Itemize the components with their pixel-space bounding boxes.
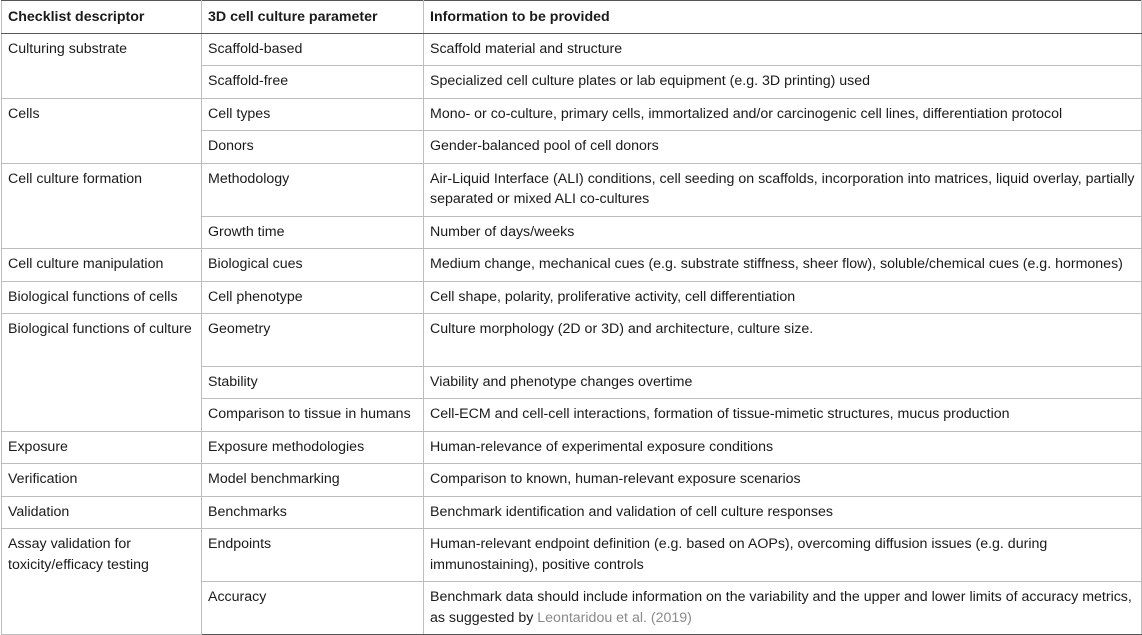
parameter-cell: Scaffold-free bbox=[202, 66, 424, 99]
descriptor-cell: Validation bbox=[2, 496, 202, 529]
descriptor-cell: Culturing substrate bbox=[2, 33, 202, 98]
descriptor-cell: Cell culture manipulation bbox=[2, 249, 202, 282]
table-row bbox=[2, 98, 1142, 131]
info-cell bbox=[424, 582, 1142, 635]
info-cell: Gender-balanced pool of cell donors bbox=[424, 131, 1142, 164]
parameter-cell: Exposure methodologies bbox=[202, 431, 424, 464]
header-checklist-descriptor: Checklist descriptor bbox=[2, 1, 202, 34]
parameter-cell: Cell phenotype bbox=[202, 281, 424, 314]
parameter-cell: Benchmarks bbox=[202, 496, 424, 529]
parameter-cell: Methodology bbox=[202, 163, 424, 216]
info-cell: Cell shape, polarity, proliferative activity, cell differentiation bbox=[424, 281, 1142, 314]
descriptor-cell: Assay validation for toxicity/efficacy testing bbox=[2, 529, 202, 635]
info-cell: Air-Liquid Interface (ALI) conditions, cell seeding on scaffolds, incorporation into matrices, liquid overlay, partially separated or mixed ALI co-cultures bbox=[424, 163, 1142, 216]
table-row bbox=[2, 496, 1142, 529]
info-cell: Human-relevance of experimental exposure conditions bbox=[424, 431, 1142, 464]
parameter-cell: Endpoints bbox=[202, 529, 424, 582]
table-row bbox=[2, 33, 1142, 66]
table-row bbox=[2, 163, 1142, 216]
descriptor-cell: Exposure bbox=[2, 431, 202, 464]
parameter-cell: Biological cues bbox=[202, 249, 424, 282]
descriptor-cell: Biological functions of cells bbox=[2, 281, 202, 314]
info-cell: Benchmark identification and validation of cell culture responses bbox=[424, 496, 1142, 529]
table-row bbox=[2, 249, 1142, 282]
parameter-cell: Comparison to tissue in humans bbox=[202, 399, 424, 432]
table-row bbox=[2, 431, 1142, 464]
info-cell: Viability and phenotype changes overtime bbox=[424, 366, 1142, 399]
info-text: Benchmark data should include information on the variability and the upper and lower limits of accuracy metrics, as suggested by bbox=[430, 589, 1132, 626]
parameter-cell: Cell types bbox=[202, 98, 424, 131]
header-information: Information to be provided bbox=[424, 1, 1142, 34]
checklist-table bbox=[1, 0, 1142, 635]
info-cell: Scaffold material and structure bbox=[424, 33, 1142, 66]
table-row bbox=[2, 464, 1142, 497]
parameter-cell: Donors bbox=[202, 131, 424, 164]
parameter-cell: Model benchmarking bbox=[202, 464, 424, 497]
info-cell: Mono- or co-culture, primary cells, immortalized and/or carcinogenic cell lines, differentiation protocol bbox=[424, 98, 1142, 131]
info-cell: Human-relevant endpoint definition (e.g. based on AOPs), overcoming diffusion issues (e.g. during immunostaining), positive controls bbox=[424, 529, 1142, 582]
info-cell: Culture morphology (2D or 3D) and architecture, culture size. bbox=[424, 314, 1142, 367]
info-cell: Specialized cell culture plates or lab equipment (e.g. 3D printing) used bbox=[424, 66, 1142, 99]
table-row bbox=[2, 314, 1142, 367]
table-row bbox=[2, 281, 1142, 314]
parameter-cell: Growth time bbox=[202, 216, 424, 249]
descriptor-cell: Cell culture formation bbox=[2, 163, 202, 249]
table-row bbox=[2, 529, 1142, 582]
parameter-cell: Geometry bbox=[202, 314, 424, 367]
info-cell: Number of days/weeks bbox=[424, 216, 1142, 249]
info-cell: Cell-ECM and cell-cell interactions, formation of tissue-mimetic structures, mucus production bbox=[424, 399, 1142, 432]
descriptor-cell: Cells bbox=[2, 98, 202, 163]
info-cell: Comparison to known, human-relevant exposure scenarios bbox=[424, 464, 1142, 497]
parameter-cell: Accuracy bbox=[202, 582, 424, 635]
parameter-cell: Stability bbox=[202, 366, 424, 399]
citation-link[interactable]: Leontaridou et al. (2019) bbox=[537, 609, 692, 626]
info-cell: Medium change, mechanical cues (e.g. substrate stiffness, sheer flow), soluble/chemical cues (e.g. hormones) bbox=[424, 249, 1142, 282]
descriptor-cell: Verification bbox=[2, 464, 202, 497]
descriptor-cell: Biological functions of culture bbox=[2, 314, 202, 432]
header-parameter: 3D cell culture parameter bbox=[202, 1, 424, 34]
parameter-cell: Scaffold-based bbox=[202, 33, 424, 66]
header-row bbox=[2, 1, 1142, 34]
